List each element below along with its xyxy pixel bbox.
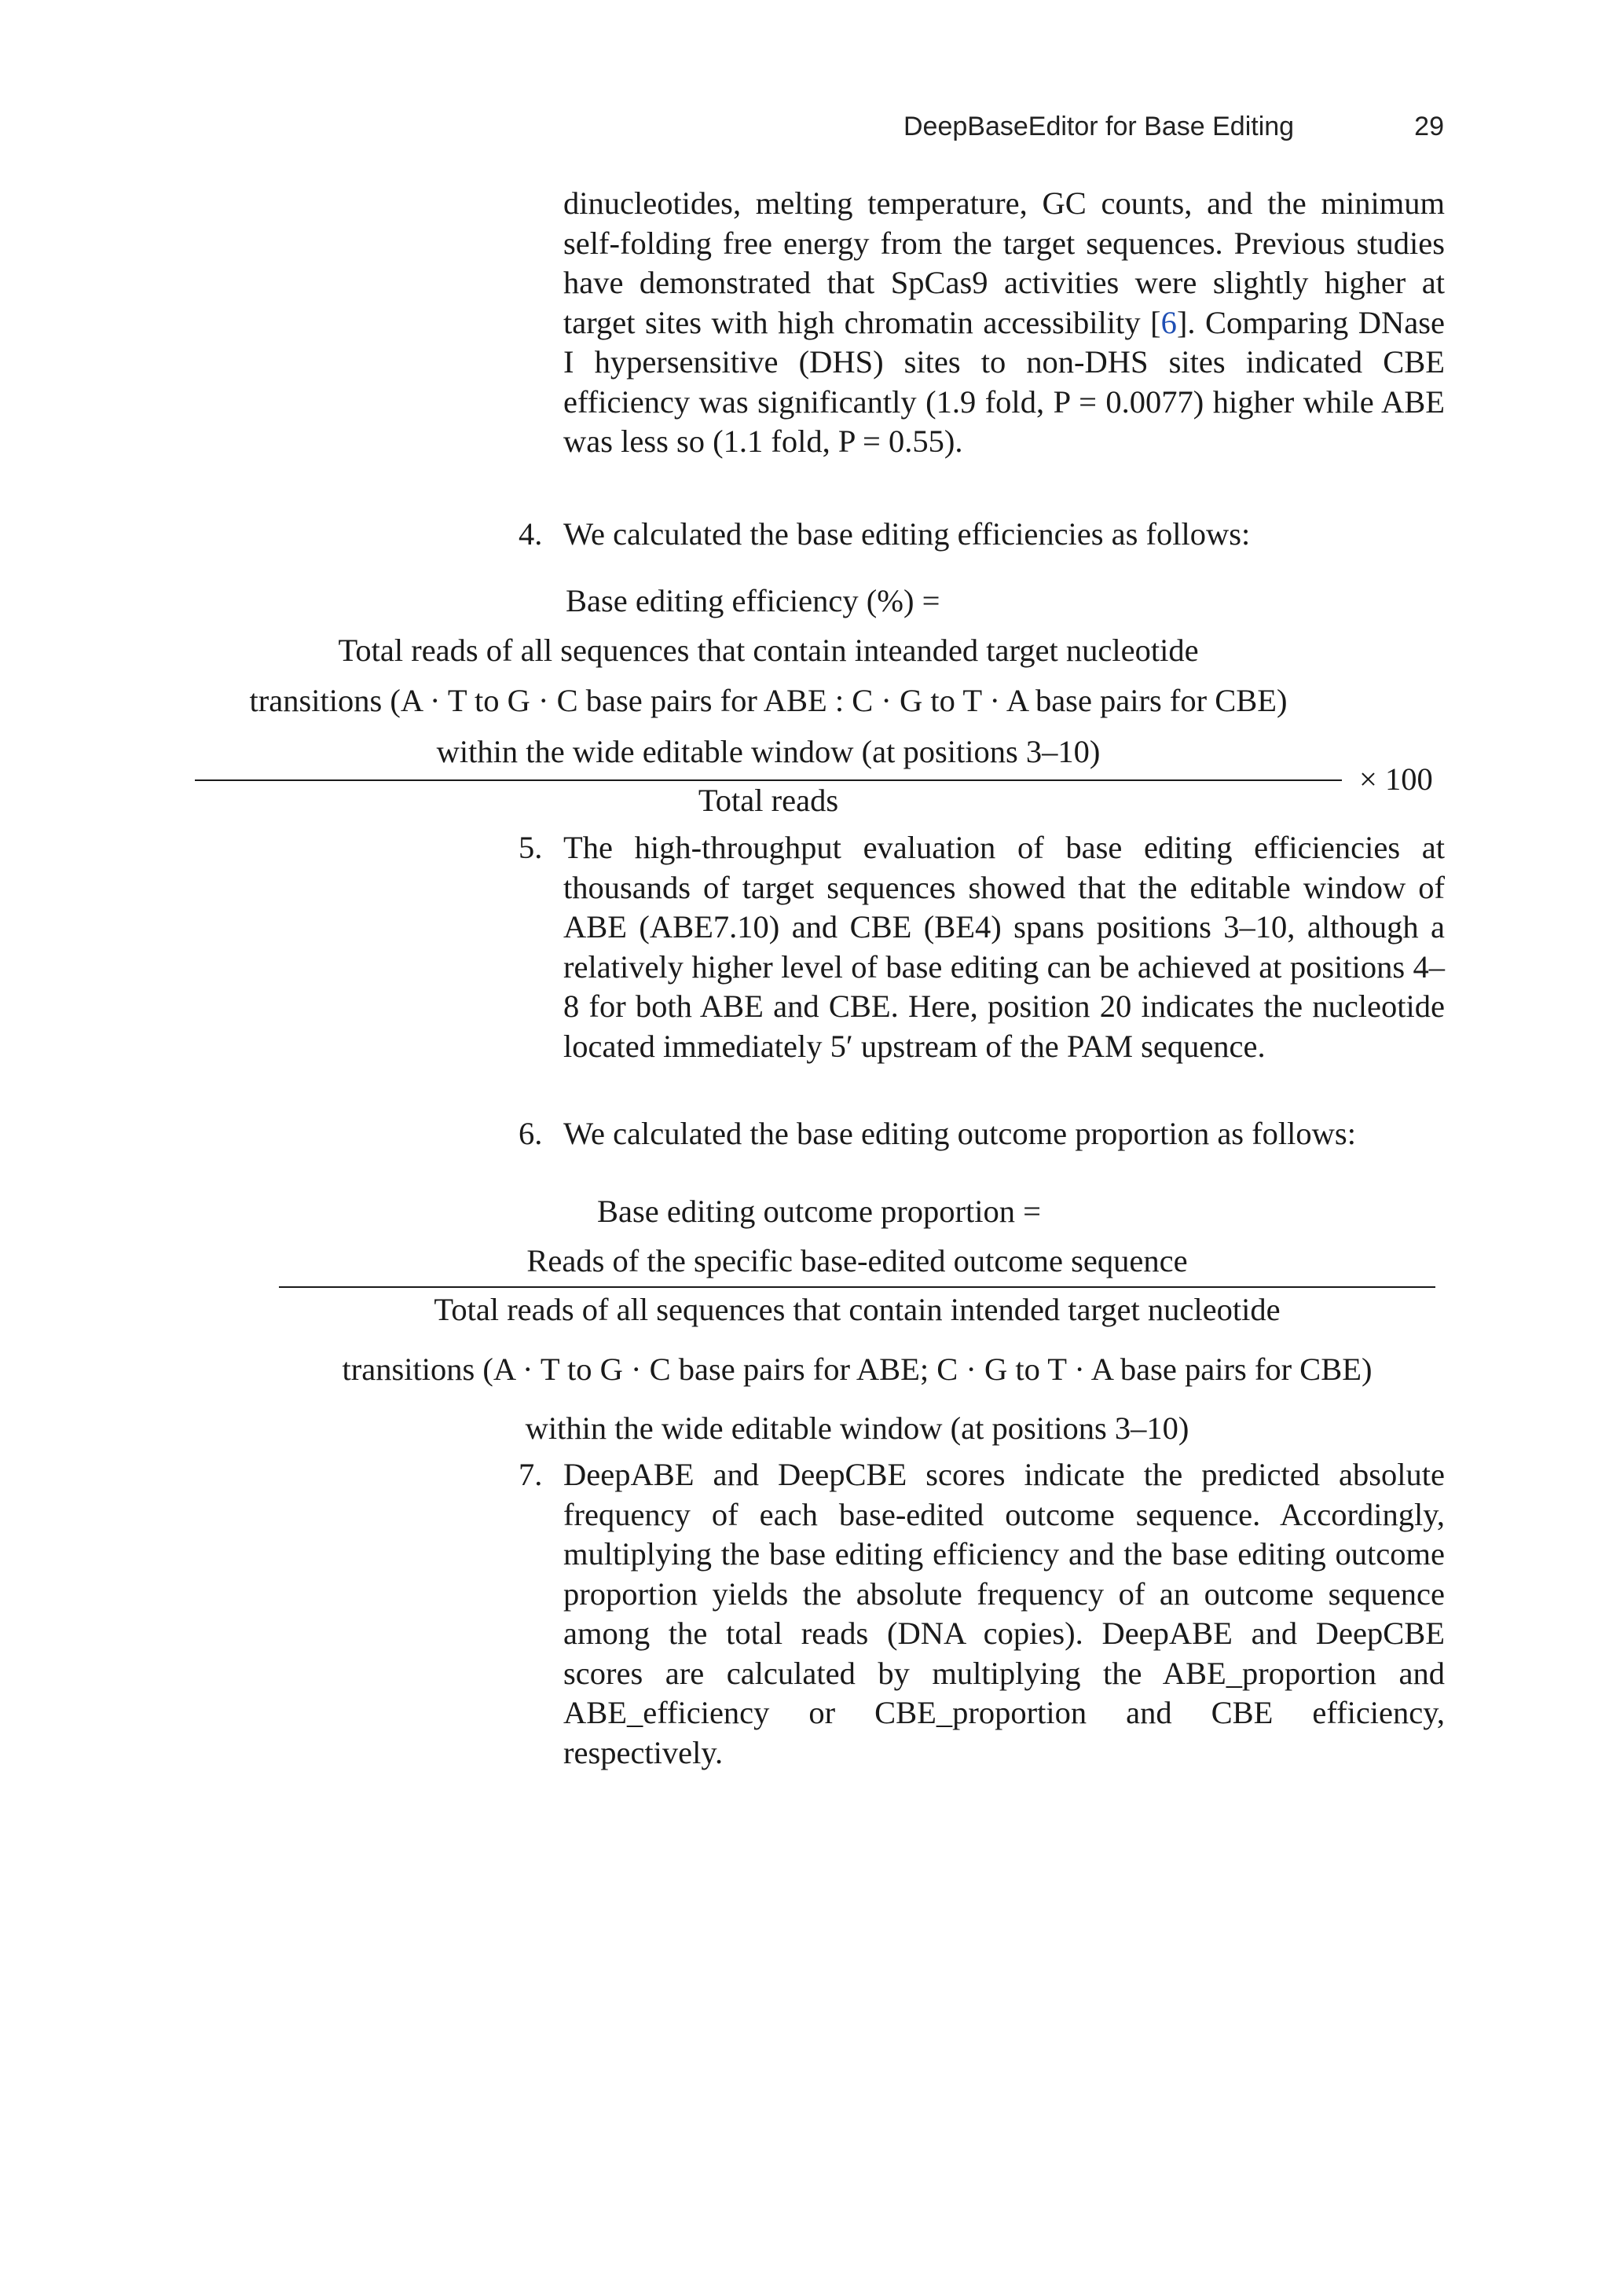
list-item-6 [519,1114,1445,1154]
eq1-numerator-line2: transitions (A · T to G · C base pairs for ABE : C · G to T · A base pairs for CBE) [249,683,1288,718]
eq1-numerator-line1: Total reads of all sequences that contain inteanded target nucleotide [338,633,1199,668]
continuation-text-post: ]. Comparing DNase I hypersensitive (DHS) sites to non-DHS sites indicated CBE efficiency was significantly (1.9 fold, P = 0.0077) higher while ABE was less so (1.1 fold, P = 0.55). [563,304,1445,459]
eq1-numerator-line3: within the wide editable window (at positions 3–10) [436,734,1101,769]
continuation-text-pre: dinucleotides, melting temperature, GC counts, and the minimum self-folding free energy from the target sequences. Previous studies have demonstrated that SpCas9 activities were slightly higher at target sites with high chromatin accessibility [ [563,185,1445,340]
item-number: 7. [519,1457,543,1492]
eq2-denominator-line3: within the wide editable window (at positions 3–10) [525,1410,1189,1446]
list-item-7 [519,1455,1445,1773]
list-item-5 [519,828,1445,1066]
running-title: DeepBaseEditor for Base Editing [903,112,1295,141]
eq1-denominator: Total reads [698,783,839,818]
eq1-multiplier: × 100 [1359,761,1433,797]
item-text: The high-throughput evaluation of base editing efficiencies at thousands of target sequences showed that the editable window of ABE (ABE7.10) and CBE (BE4) spans positions 3–10, although a relatively higher level of base editing can be achieved at positions 4–8 for both ABE and CBE. Here, position 20 indicates the nucleotide located immediately 5′ upstream of the PAM sequence. [563,830,1445,1064]
page-number: 29 [1414,112,1444,141]
eq2-denominator-line2: transitions (A · T to G · C base pairs for ABE; C · G to T · A base pairs for CBE) [342,1352,1373,1387]
citation-link[interactable]: 6 [1160,304,1177,340]
item-number: 4. [519,516,543,552]
eq2-lhs: Base editing outcome proportion = [597,1194,1041,1229]
eq1-lhs: Base editing efficiency (%) = [566,583,940,618]
item-text: We calculated the base editing efficiencies as follows: [563,516,1251,552]
item-text: We calculated the base editing outcome proportion as follows: [563,1116,1356,1151]
list-item-4 [519,515,1445,555]
item-number: 5. [519,830,543,865]
continuation-paragraph [563,184,1445,462]
eq2-denominator-line1: Total reads of all sequences that contain intended target nucleotide [434,1292,1281,1327]
eq2-numerator: Reads of the specific base-edited outcome sequence [526,1243,1188,1278]
eq2-fraction-bar [279,1286,1435,1288]
item-number: 6. [519,1116,543,1151]
item-text: DeepABE and DeepCBE scores indicate the predicted absolute frequency of each base-edited outcome sequence. Accordingly, multiplying the base editing efficiency and the base editing outcome proportion yields the absolute frequency of an outcome sequence among the total reads (DNA copies). DeepABE and DeepCBE scores are calculated by multiplying the ABE_proportion and ABE_efficiency or CBE_proportion and CBE efficiency, respectively. [563,1457,1445,1770]
